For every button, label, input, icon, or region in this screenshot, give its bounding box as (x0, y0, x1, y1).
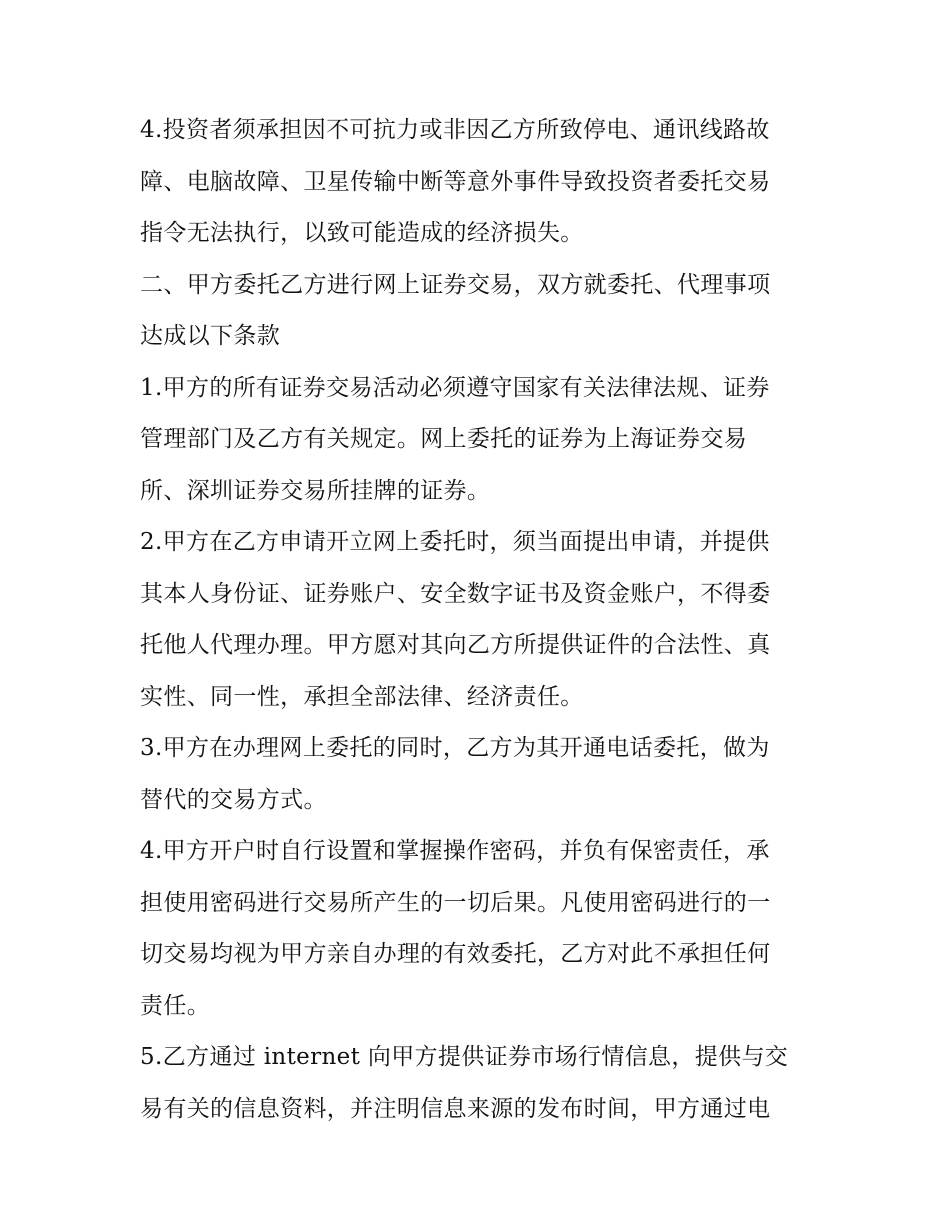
text-line: 3.甲方在办理网上委托的同时，乙方为其开通电话委托，做为 (140, 735, 770, 761)
text-line: 管理部门及乙方有关规定。网上委托的证券为上海证券交易 (140, 426, 748, 452)
section-heading-line: 二、甲方委托乙方进行网上证券交易，双方就委托、代理事项 (140, 271, 771, 298)
text-line: 4.投资者须承担因不可抗力或非因乙方所致停电、通讯线路故 (140, 117, 770, 143)
text-line: 易有关的信息资料，并注明信息来源的发布时间，甲方通过电 (140, 1095, 771, 1122)
text-line: 4.甲方开户时自行设置和掌握操作密码，并负有保密责任，承 (140, 838, 770, 864)
text-line: 担使用密码进行交易所产生的一切后果。凡使用密码进行的一 (140, 889, 771, 916)
text-line: 实性、同一性，承担全部法律、经济责任。 (140, 683, 584, 710)
text-line: 托他人代理办理。甲方愿对其向乙方所提供证件的合法性、真 (140, 632, 771, 658)
text-line: 2.甲方在乙方申请开立网上委托时，须当面提出申请，并提供 (140, 529, 770, 555)
text-line: 所、深圳证券交易所挂牌的证券。 (140, 477, 491, 504)
text-line: 障、电脑故障、卫星传输中断等意外事件导致投资者委托交易 (140, 168, 771, 195)
text-line: 1.甲方的所有证券交易活动必须遵守国家有关法律法规、证券 (140, 374, 770, 401)
section-heading-line: 达成以下条款 (140, 323, 281, 349)
text-line: 替代的交易方式。 (140, 786, 327, 813)
document-body (140, 105, 820, 1135)
text-line: 其本人身份证、证券账户、安全数字证书及资金账户，不得委 (140, 580, 771, 607)
text-line: 指令无法执行，以致可能造成的经济损失。 (140, 220, 584, 246)
text-line: 切交易均视为甲方亲自办理的有效委托，乙方对此不承担任何 (140, 941, 771, 967)
text-line: 5.乙方通过 internet 向甲方提供证券市场行情信息，提供与交 (140, 1044, 789, 1070)
text-line: 责任。 (140, 992, 211, 1019)
